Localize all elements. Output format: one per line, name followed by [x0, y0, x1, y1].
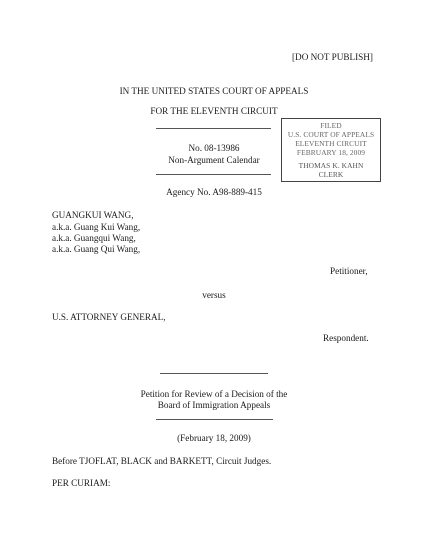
petition-subtitle: Board of Immigration Appeals — [157, 400, 271, 410]
respondent-name: U.S. ATTORNEY GENERAL, — [52, 312, 166, 322]
petitioner-role: Petitioner, — [330, 266, 368, 276]
agency-number: Agency No. A98-889-415 — [166, 187, 262, 197]
docket-bottom-rule — [156, 174, 271, 175]
docket-number: No. 08-13986 — [188, 143, 240, 153]
decision-date: (February 18, 2009) — [177, 433, 251, 443]
panel-line: Before TJOFLAT, BLACK and BARKETT, Circuit Judges. — [52, 456, 272, 466]
petitioner-name: GUANGKUI WANG, — [52, 210, 134, 220]
filed-stamp-line: ELEVENTH CIRCUIT — [295, 139, 367, 148]
do-not-publish-label: [DO NOT PUBLISH] — [292, 52, 373, 62]
filed-stamp-line: FILED — [320, 121, 342, 130]
per-curiam-label: PER CURIAM: — [52, 478, 111, 488]
filed-stamp-line: THOMAS K. KAHN — [298, 161, 364, 170]
petitioner-aka: a.k.a. Guangqui Wang, — [52, 233, 136, 243]
docket-top-rule — [156, 128, 271, 129]
versus-label: versus — [202, 290, 226, 300]
petition-bottom-rule — [156, 419, 273, 420]
calendar-type: Non-Argument Calendar — [168, 155, 260, 165]
court-title: IN THE UNITED STATES COURT OF APPEALS — [119, 86, 309, 96]
petitioner-aka: a.k.a. Guang Qui Wang, — [52, 244, 141, 254]
filed-stamp — [281, 118, 381, 182]
circuit-title: FOR THE ELEVENTH CIRCUIT — [150, 106, 278, 116]
respondent-role: Respondent. — [323, 333, 369, 343]
petition-title: Petition for Review of a Decision of the — [140, 389, 288, 399]
filed-stamp-line: CLERK — [318, 170, 344, 179]
filed-stamp-line: FEBRUARY 18, 2009 — [296, 148, 366, 157]
petition-top-rule — [160, 373, 268, 374]
petitioner-aka: a.k.a. Guang Kui Wang, — [52, 222, 141, 232]
filed-stamp-line: U.S. COURT OF APPEALS — [287, 130, 375, 139]
